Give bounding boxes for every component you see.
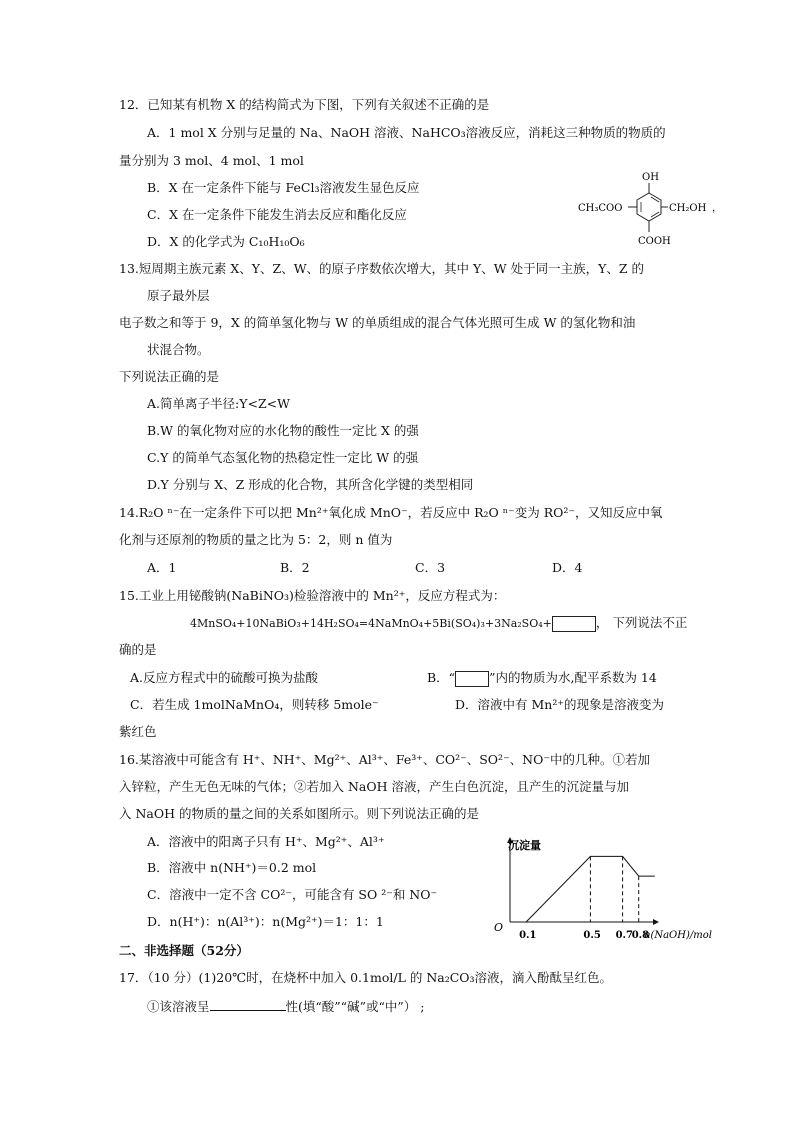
struct-cooh-label: COOH [638,236,671,247]
q12-structure-diagram [574,166,724,250]
q14-option-c: C．3 [415,560,446,575]
struct-ch2oh-label: CH₂OH [669,203,707,214]
q12-option-d: D．X 的化学式为 C₁₀H₁₀O₆ [147,234,305,249]
q13-option-c: C.Y 的简单气态氢化物的热稳定性一定比 W 的强 [147,450,419,465]
q13-line1: 13.短周期主族元素 X、Y、Z、W、的原子序数依次增大，其中 Y、W 处于同一主族，Y、Z 的 [119,261,644,276]
q15-option-b-pre: B．“ [427,670,456,685]
q13-line2: 原子最外层 [147,288,210,303]
q17-line2-post: 性(填“酸”“碱”或“中”） ; [285,999,425,1014]
q15-answer-box [552,616,596,632]
struct-ester-label: CH₃COO [578,203,623,214]
q13-line4: 状混合物。 [147,342,210,357]
chart-x-label: n(NaOH)/mol [644,930,712,941]
q14-option-d: D．4 [552,560,583,575]
q16-option-a: A．溶液中的阳离子只有 H⁺、Mg²⁺、Al³⁺ [147,834,385,849]
q13-option-d: D.Y 分别与 X、Z 形成的化合物，其所含化学键的类型相同 [147,477,474,492]
q16-option-d: D．n(H⁺)：n(Al³⁺)：n(Mg²⁺)＝1：1：1 [147,914,384,929]
q15-option-b-post: ”内的物质为水,配平系数为 14 [489,670,657,685]
q16-line1: 16.某溶液中可能含有 H⁺、NH⁺、Mg²⁺、Al³⁺、Fe³⁺、CO²⁻、SO²⁻、NO⁻中的几种。①若加 [119,752,650,767]
q13-line5: 下列说法正确的是 [119,369,220,384]
q16-option-c: C．溶液中一定不含 CO²⁻，可能含有 SO ²⁻和 NO⁻ [147,887,438,902]
q14-line1: 14.R₂O ⁿ⁻在一定条件下可以把 Mn²⁺氧化成 MnO⁻，若反应中 R₂O ⁿ⁻变为 RO²⁻，又知反应中氧 [119,505,663,520]
q16-line2: 入锌粒，产生无色无味的气体；②若加入 NaOH 溶液，产生白色沉淀，且产生的沉淀量与加 [119,779,629,794]
chart-x-tick-3: 0.8 [631,930,650,941]
q15-option-a: A.反应方程式中的硫酸可换为盐酸 [130,670,319,685]
q15-option-c: C．若生成 1molNaMnO₄，则转移 5mole⁻ [130,697,379,712]
q17-line1: 17．（10 分）(1)20℃时，在烧杯中加入 0.1mol/L 的 Na₂CO₃溶液，滴入酚酞呈红色。 [119,970,613,985]
q15-equation: 4MnSO₄+10NaBiO₃+14H₂SO₄=4NaMnO₄+5Bi(SO₄)₃+3Na₂SO₄+ [190,617,552,630]
q15-line1: 15.工业上用铋酸钠(NaBiNO₃)检验溶液中的 Mn²⁺，反应方程式为： [119,588,506,603]
chart-x-tick-1: 0.5 [583,930,601,941]
q15-option-d: D．溶液中有 Mn²⁺的现象是溶液变为 [455,697,664,712]
q16-precipitate-chart [488,832,724,944]
struct-oh-label: OH [642,172,659,183]
chart-x-tick-2: 0.7 [615,930,634,941]
q12-option-c: C．X 在一定条件下能发生消去反应和酯化反应 [147,207,407,222]
struct-comma: ， [712,203,722,214]
q14-option-a: A．1 [147,560,177,575]
q17-answer-blank[interactable] [210,998,286,1011]
q12-option-b: B．X 在一定条件下能与 FeCl₃溶液发生显色反应 [147,180,420,195]
q17-line2 [147,998,424,1015]
q15-option-d-cont: 紫红色 [119,724,157,739]
q15-equation-row [190,615,687,632]
q17-line2-pre: ①该溶液呈 [147,999,210,1014]
q13-option-b: B.W 的氧化物对应的水化物的酸性一定比 X 的强 [147,423,419,438]
chart-origin-label: O [494,921,504,934]
q15-option-b-row [427,670,657,687]
q13-option-a: A.简单离子半径:Y<Z<W [147,396,290,411]
q14-line2: 化剂与还原剂的物质的量之比为 5：2，则 n 值为 [119,532,393,547]
q15-option-b-box [455,671,489,687]
q12-stem: 12．已知某有机物 X 的结构简式为下图，下列有关叙述不正确的是 [119,97,490,112]
q12-option-a: A．1 mol X 分别与足量的 Na、NaOH 溶液、NaHCO₃溶液反应，消耗这三种物质的物质的 [147,125,666,140]
chart-y-label: 沉淀量 [508,839,541,852]
q15-line3: 确的是 [119,642,157,657]
q16-option-b: B．溶液中 n(NH⁺)＝0.2 mol [147,860,317,875]
q14-option-b: B．2 [280,560,310,575]
chart-x-tick-0: 0.1 [519,930,537,941]
q13-line3: 电子数之和等于 9，X 的简单氢化物与 W 的单质组成的混合气体光照可生成 W 的氢化物和油 [119,315,636,330]
q16-line3: 入 NaOH 的物质的量之间的关系如图所示。则下列说法正确的是 [119,806,479,821]
q12-option-a-cont: 量分别为 3 mol、4 mol、1 mol [119,153,304,168]
section-2-heading: 二、非选择题（52分） [119,943,249,958]
q15-equation-tail: ， 下列说法不正 [595,615,688,630]
